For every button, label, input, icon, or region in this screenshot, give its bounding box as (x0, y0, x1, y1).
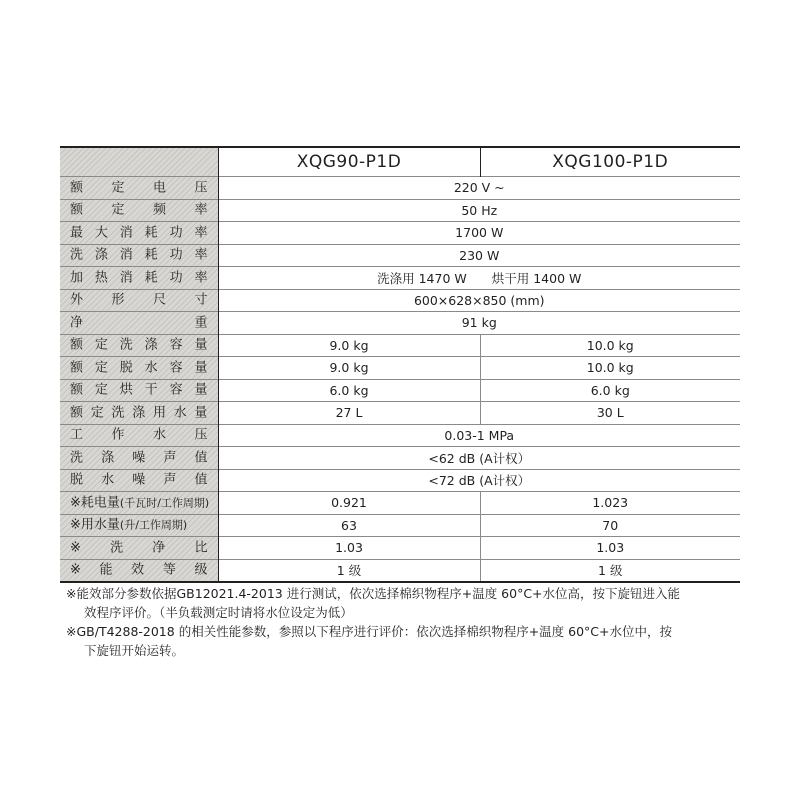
spec-value-model-1: 6.0 kg (218, 379, 480, 402)
spec-label-cell (60, 244, 218, 267)
spec-label: 额 定 洗 涤 容 量 (70, 337, 208, 353)
spec-table (60, 146, 740, 583)
spec-value-model-1: 9.0 kg (218, 334, 480, 357)
spec-label-cell (60, 402, 218, 425)
spec-row (60, 312, 740, 335)
spec-label: ※ 洗 净 比 (70, 540, 208, 556)
spec-value: 91 kg (218, 312, 740, 335)
spec-value: <62 dB (A计权） (218, 447, 740, 470)
spec-value-model-1: 63 (218, 514, 480, 537)
spec-value-model-1: 27 L (218, 402, 480, 425)
spec-value-model-2: 6.0 kg (480, 379, 740, 402)
spec-label-cell (60, 537, 218, 560)
spec-value: 220 V ~ (218, 177, 740, 200)
spec-value: 600×628×850 (mm) (218, 289, 740, 312)
spec-label: 外 形 尺 寸 (70, 292, 208, 308)
spec-value-model-2: 1 级 (480, 559, 740, 582)
spec-label-cell (60, 559, 218, 582)
spec-label-main: ※用水量 (70, 517, 120, 533)
spec-label-cell (60, 357, 218, 380)
spec-label: 额 定 烘 干 容 量 (70, 382, 208, 398)
spec-label-cell (60, 312, 218, 335)
spec-label-cell (60, 514, 218, 537)
spec-label: ※ 能 效 等 级 (70, 562, 208, 578)
spec-label-cell (60, 469, 218, 492)
spec-label-cell (60, 379, 218, 402)
spec-label (70, 496, 208, 509)
model-name-1: XQG90-P1D (218, 147, 480, 177)
spec-label: 额 定 电 压 (70, 180, 208, 196)
spec-value-model-2: 1.03 (480, 537, 740, 560)
spec-value-model-2: 1.023 (480, 492, 740, 515)
header-row (60, 147, 740, 177)
spec-label: 额 定 频 率 (70, 202, 208, 218)
spec-value-model-2: 10.0 kg (480, 357, 740, 380)
spec-row (60, 334, 740, 357)
spec-label: 脱 水 噪 声 值 (70, 472, 208, 488)
spec-row (60, 177, 740, 200)
spec-value: 1700 W (218, 222, 740, 245)
spec-body (60, 177, 740, 583)
spec-label-unit: (千瓦时/工作周期) (119, 496, 210, 510)
spec-row (60, 199, 740, 222)
model-name-2: XQG100-P1D (552, 152, 669, 172)
spec-value-model-2: 30 L (480, 402, 740, 425)
spec-label (70, 519, 208, 532)
spec-label-cell (60, 447, 218, 470)
spec-value: 洗涤用 1470 W 烘干用 1400 W (218, 267, 740, 290)
spec-label: 工 作 水 压 (70, 427, 208, 443)
spec-value-model-1: 1 级 (218, 559, 480, 582)
spec-label: 加 热 消 耗 功 率 (70, 270, 208, 286)
spec-label-cell (60, 289, 218, 312)
spec-row (60, 469, 740, 492)
spec-row (60, 244, 740, 267)
spec-label: 额 定 洗 涤 用 水 量 (70, 405, 208, 421)
spec-row (60, 402, 740, 425)
footnote-2-line-2: 下旋钮开始运转。 (84, 643, 185, 658)
spec-value-model-1: 9.0 kg (218, 357, 480, 380)
spec-value-model-2: 70 (480, 514, 740, 537)
spec-label: 最 大 消 耗 功 率 (70, 225, 208, 241)
footnote-1-line-1: ※能效部分参数依据GB12021.4-2013 进行测试，依次选择棉织物程序+温度 60°C+水位高，按下旋钮进入能 (66, 586, 681, 601)
spec-label: 额 定 脱 水 容 量 (70, 360, 208, 376)
spec-label-cell (60, 199, 218, 222)
spec-row (60, 357, 740, 380)
spec-value-model-1: 1.03 (218, 537, 480, 560)
spec-row (60, 379, 740, 402)
spec-label: 洗 涤 消 耗 功 率 (70, 247, 208, 263)
spec-row (60, 537, 740, 560)
spec-value: 230 W (218, 244, 740, 267)
spec-label-main: ※耗电量 (70, 495, 120, 511)
spec-label: 洗 涤 噪 声 值 (70, 450, 208, 466)
spec-row (60, 447, 740, 470)
header-corner-cell (60, 147, 218, 177)
spec-value: 50 Hz (218, 199, 740, 222)
spec-row (60, 424, 740, 447)
spec-value: <72 dB (A计权） (218, 469, 740, 492)
spec-label-cell (60, 177, 218, 200)
spec-label-cell (60, 492, 218, 515)
spec-label-cell (60, 222, 218, 245)
spec-label-cell (60, 334, 218, 357)
spec-row (60, 559, 740, 582)
spec-value-model-1: 0.921 (218, 492, 480, 515)
spec-label-cell (60, 424, 218, 447)
footnote-2-line-1: ※GB/T4288-2018 的相关性能参数，参照以下程序进行评价：依次选择棉织物程序+温度 60°C+水位中，按 (66, 624, 672, 639)
spec-value-model-2: 10.0 kg (480, 334, 740, 357)
footnote-1-line-2: 效程序评价。（半负载测定时请将水位设定为低） (84, 605, 353, 620)
spec-row (60, 514, 740, 537)
spec-label-cell (60, 267, 218, 290)
spec-row (60, 492, 740, 515)
spec-label: 净 重 (70, 315, 208, 331)
spec-row (60, 267, 740, 290)
spec-row (60, 289, 740, 312)
spec-row (60, 222, 740, 245)
spec-value: 0.03-1 MPa (218, 424, 740, 447)
spec-label-unit: (升/工作周期) (119, 518, 188, 532)
